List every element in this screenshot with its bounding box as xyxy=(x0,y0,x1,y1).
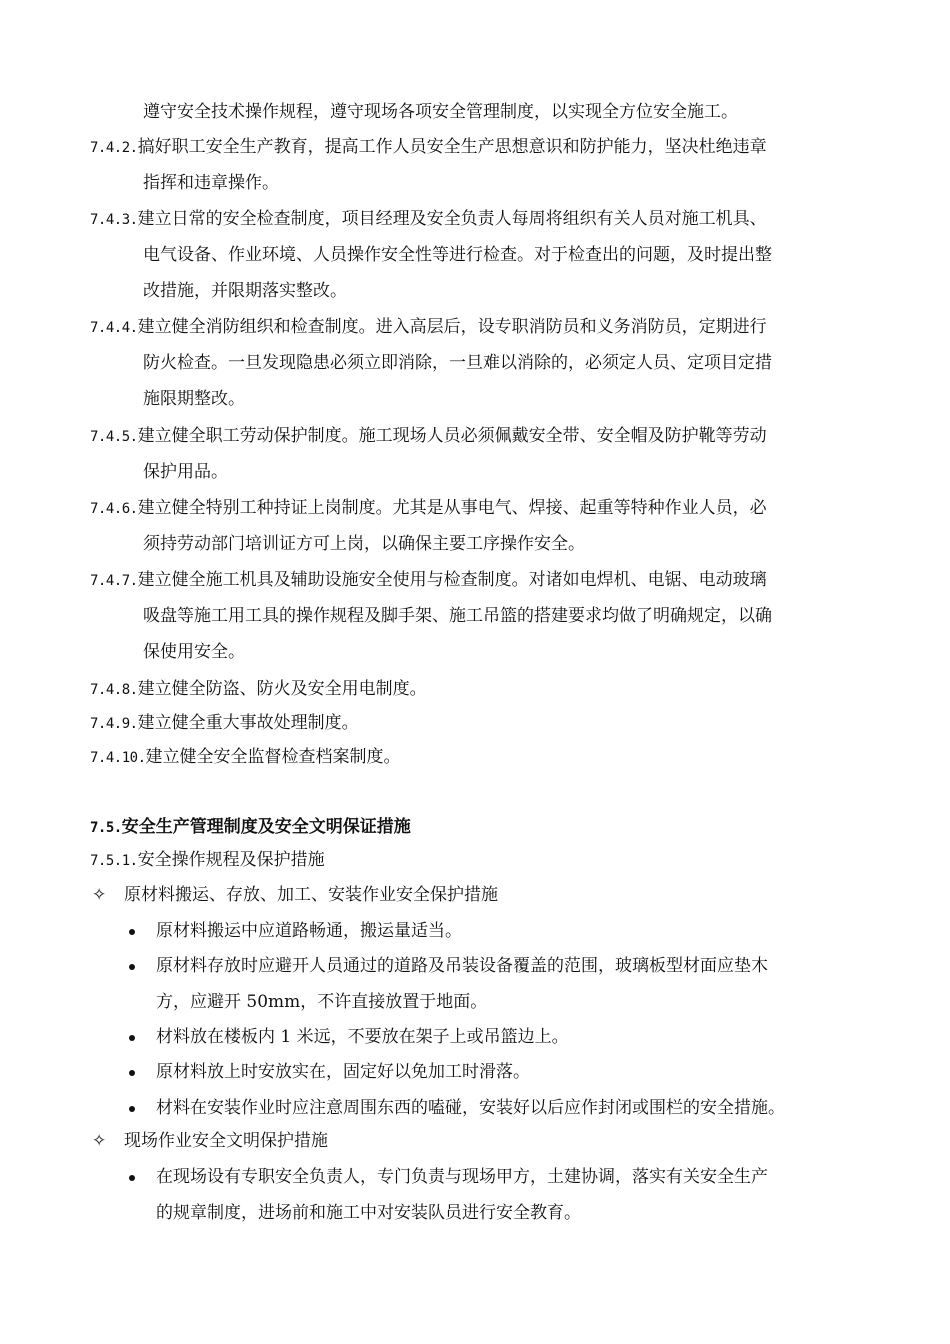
group-heading: 原材料搬运、存放、加工、安装作业安全保护措施 xyxy=(124,885,498,905)
paragraph-line: 保使用安全。 xyxy=(143,642,245,662)
paragraph-line: 遵守安全技术操作规程，遵守现场各项安全管理制度，以实现全方位安全施工。 xyxy=(143,102,738,122)
item-number: 7.4.6. xyxy=(90,501,138,517)
bullet-dot-icon xyxy=(129,1175,135,1181)
list-item-7-4-4: 7.4.4.建立健全消防组织和检查制度。进入高层后，设专职消防员和义务消防员，定期进行 xyxy=(90,317,767,337)
list-item-7-4-2: 7.4.2.搞好职工安全生产教育，提高工作人员安全生产思想意识和防护能力，坚决杜绝违章 xyxy=(90,137,767,157)
bullet-item: 材料在安装作业时应注意周围东西的嗑碰，安装好以后应作封闭或围栏的安全措施。 xyxy=(156,1098,785,1118)
bullet-item: 材料放在楼板内 1 米远，不要放在架子上或吊篮边上。 xyxy=(156,1027,569,1047)
bullet-dot-icon xyxy=(129,1106,135,1112)
bullet-dot-icon xyxy=(129,1070,135,1076)
item-number: 7.4.4. xyxy=(90,320,138,336)
item-number: 7.4.7. xyxy=(90,573,138,589)
diamond-bullet-icon: ✧ xyxy=(92,885,107,905)
paragraph-line: 吸盘等施工用工具的操作规程及脚手架、施工吊篮的搭建要求均做了明确规定，以确 xyxy=(143,606,772,626)
bullet-item: 原材料放上时安放实在，固定好以免加工时滑落。 xyxy=(156,1062,530,1082)
paragraph-line: 改措施，并限期落实整改。 xyxy=(143,281,347,301)
bullet-item-continuation: 方，应避开 50mm，不许直接放置于地面。 xyxy=(156,992,488,1012)
item-number: 7.4.3. xyxy=(90,212,138,228)
bullet-item-continuation: 的规章制度，进场前和施工中对安装队员进行安全教育。 xyxy=(156,1203,581,1223)
paragraph-line: 须持劳动部门培训证方可上岗，以确保主要工序操作安全。 xyxy=(143,534,585,554)
list-item-7-4-3: 7.4.3.建立日常的安全检查制度，项目经理及安全负责人每周将组织有关人员对施工机具、 xyxy=(90,209,767,229)
list-item-7-4-5: 7.4.5.建立健全职工劳动保护制度。施工现场人员必须佩戴安全带、安全帽及防护靴等劳动 xyxy=(90,426,767,446)
bullet-item: 在现场设有专职安全负责人，专门负责与现场甲方，土建协调，落实有关安全生产 xyxy=(156,1167,768,1187)
item-number: 7.4.9. xyxy=(90,716,138,732)
list-item-7-4-6: 7.4.6.建立健全特别工种持证上岗制度。尤其是从事电气、焊接、起重等特种作业人员，必 xyxy=(90,498,767,518)
bullet-item: 原材料存放时应避开人员通过的道路及吊装设备覆盖的范围，玻璃板型材面应垫木 xyxy=(156,956,768,976)
item-number: 7.4.2. xyxy=(90,140,138,156)
item-number: 7.4.8. xyxy=(90,682,138,698)
subsection-heading: 7.5.1.安全操作规程及保护措施 xyxy=(90,850,325,870)
paragraph-line: 保护用品。 xyxy=(143,462,228,482)
bullet-dot-icon xyxy=(129,964,135,970)
bullet-item: 原材料搬运中应道路畅通，搬运量适当。 xyxy=(156,921,462,941)
group-heading: 现场作业安全文明保护措施 xyxy=(124,1131,328,1151)
paragraph-line: 指挥和违章操作。 xyxy=(143,173,279,193)
list-item-7-4-7: 7.4.7.建立健全施工机具及辅助设施安全使用与检查制度。对诸如电焊机、电锯、电动玻璃 xyxy=(90,570,767,590)
item-number: 7.4.10. xyxy=(90,750,146,766)
list-item-7-4-8: 7.4.8.建立健全防盗、防火及安全用电制度。 xyxy=(90,679,427,699)
bullet-dot-icon xyxy=(129,929,135,935)
bullet-dot-icon xyxy=(129,1035,135,1041)
item-number: 7.4.5. xyxy=(90,429,138,445)
subsection-number: 7.5.1. xyxy=(90,853,138,869)
section-heading: 7.5.安全生产管理制度及安全文明保证措施 xyxy=(90,817,411,837)
paragraph-line: 防火检查。一旦发现隐患必须立即消除，一旦难以消除的，必须定人员、定项目定措 xyxy=(143,353,772,373)
diamond-bullet-icon: ✧ xyxy=(92,1131,107,1151)
paragraph-line: 电气设备、作业环境、人员操作安全性等进行检查。对于检查出的问题，及时提出整 xyxy=(143,245,772,265)
paragraph-line: 施限期整改。 xyxy=(143,389,245,409)
list-item-7-4-9: 7.4.9.建立健全重大事故处理制度。 xyxy=(90,713,359,733)
list-item-7-4-10: 7.4.10.建立健全安全监督检查档案制度。 xyxy=(90,747,401,767)
section-number: 7.5. xyxy=(90,820,122,836)
